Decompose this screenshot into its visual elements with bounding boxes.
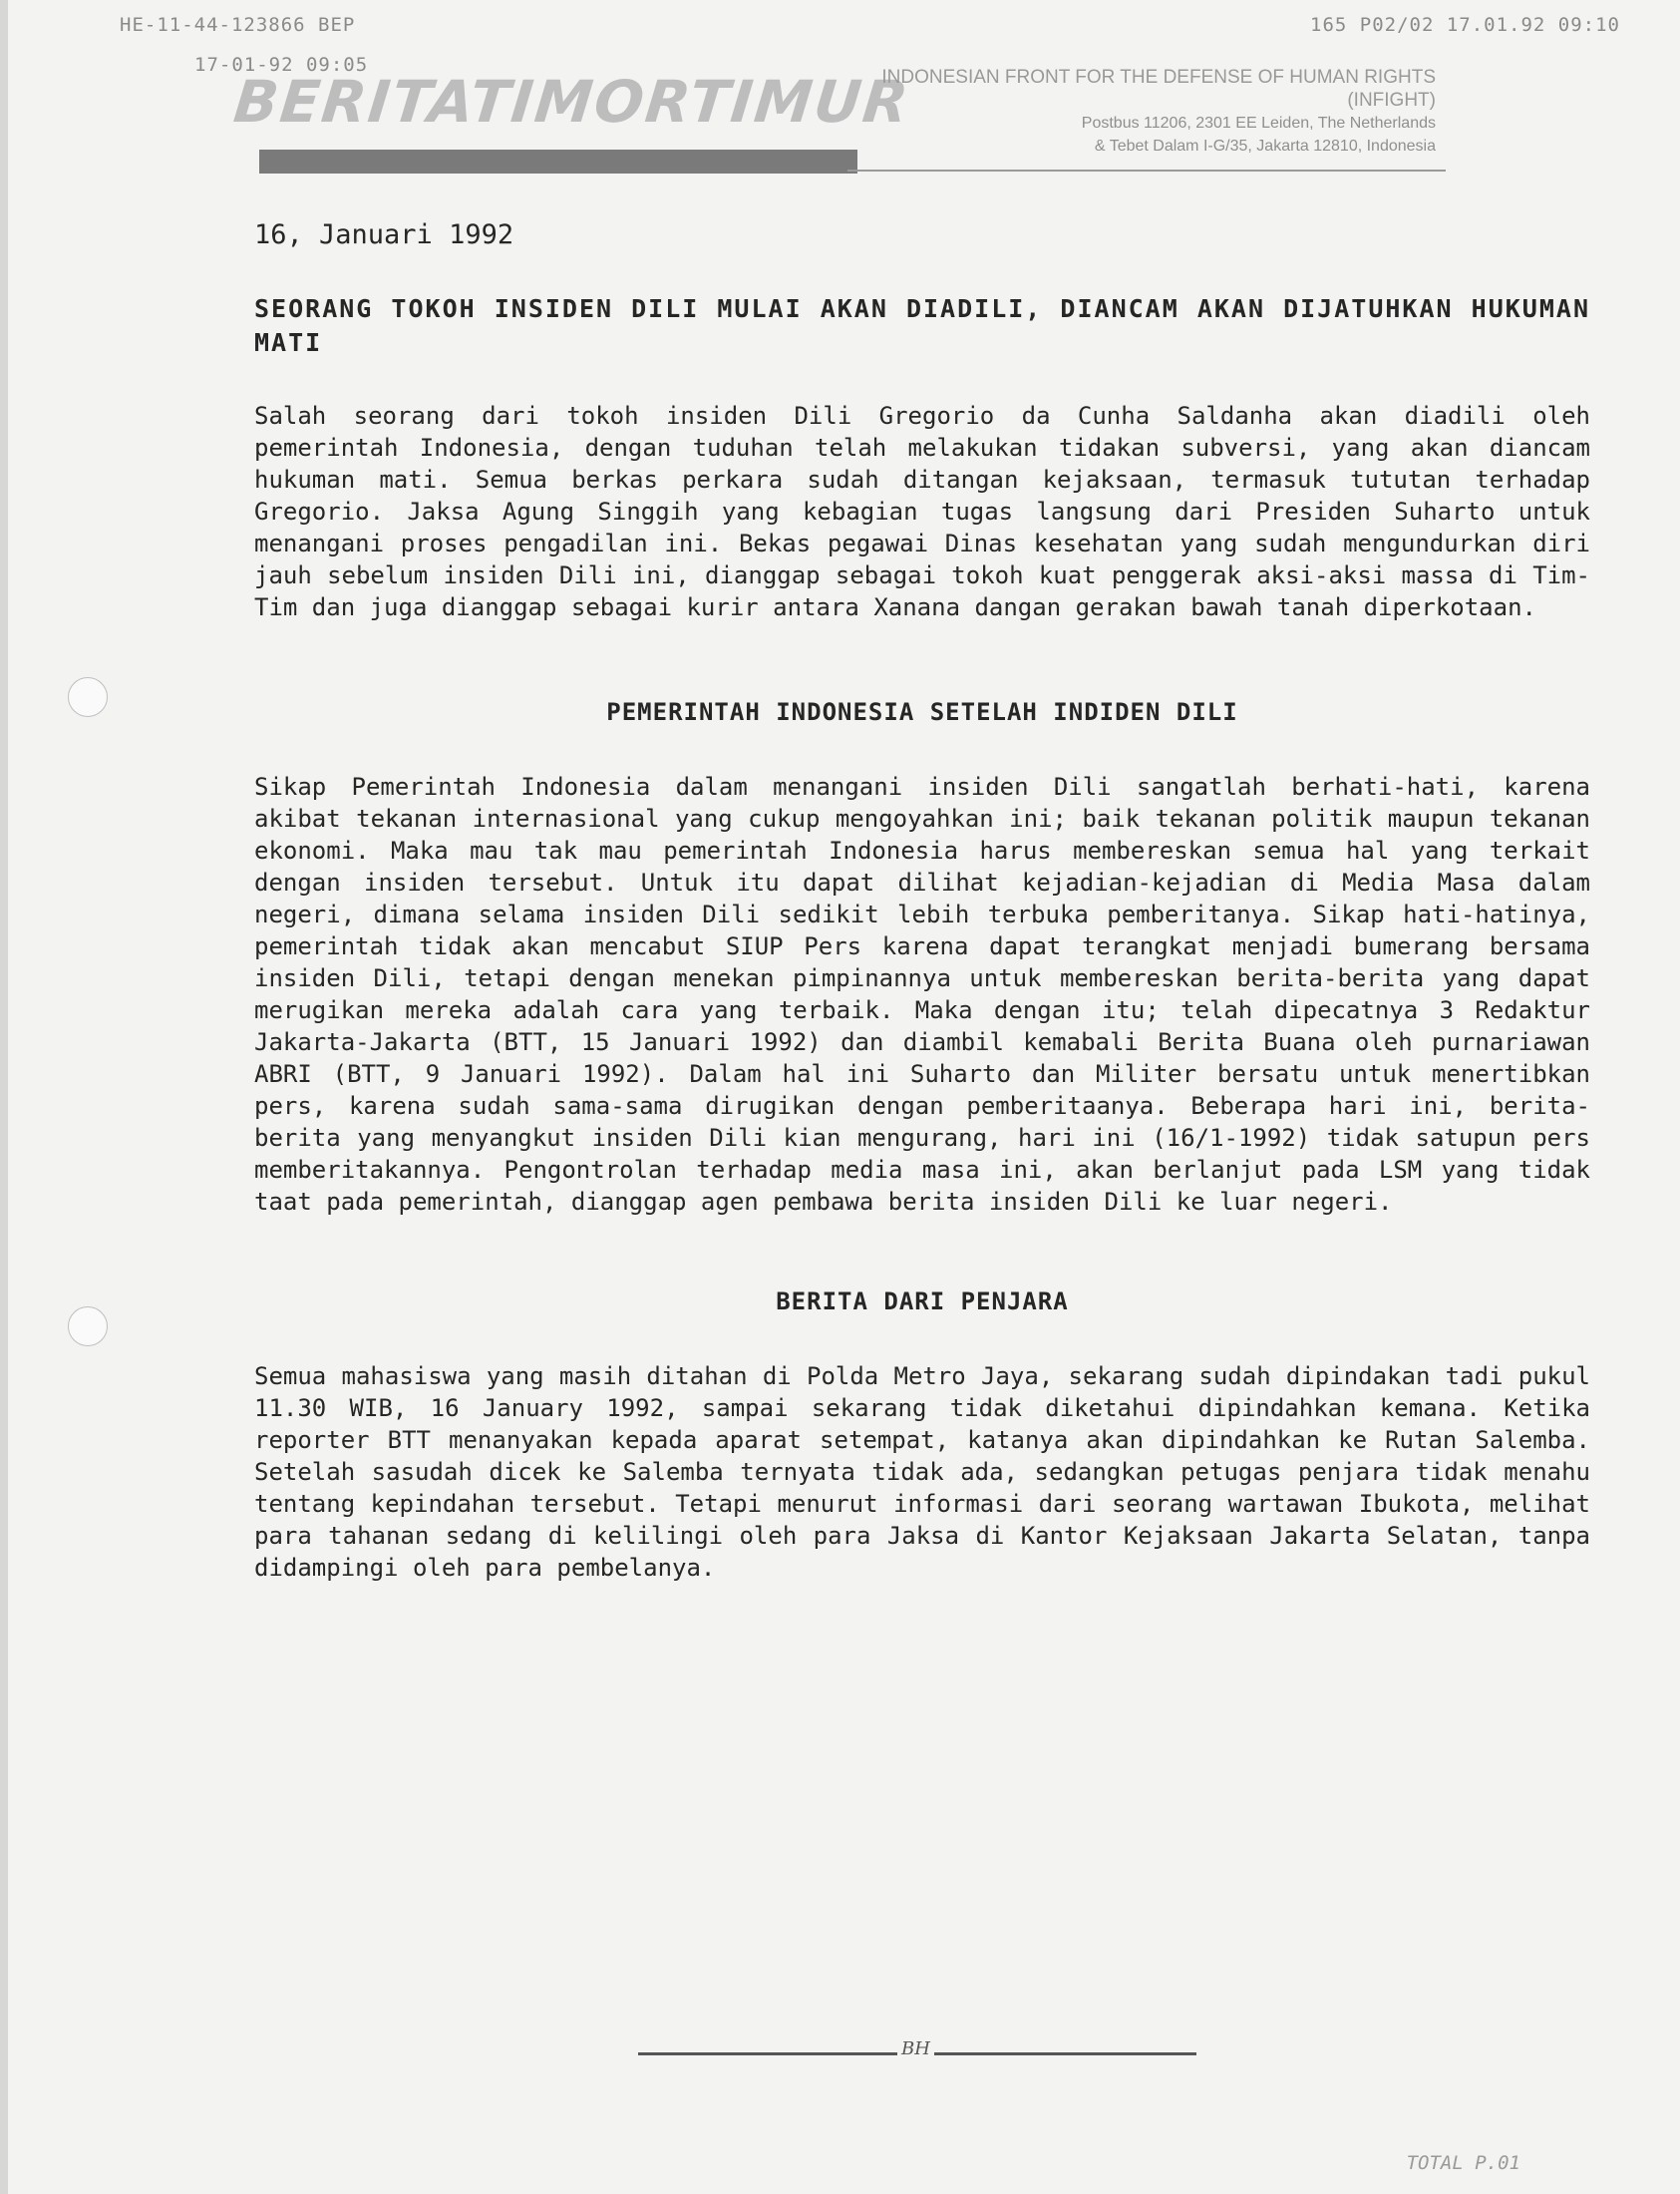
org-address-1: Postbus 11206, 2301 EE Leiden, The Netherlands	[1081, 115, 1436, 132]
masthead-logo: BERITATIMORTIMUR	[230, 68, 913, 136]
end-mark: BH	[897, 2038, 934, 2059]
paragraph-2: Sikap Pemerintah Indonesia dalam menangani insiden Dili sangatlah berhati-hati, karena akibat tekanan internasional yang cukup mengoyahkan ini; baik tekanan politik maupun tekanan ekonomi. Maka mau tak mau pemerintah Indonesia harus membereskan semua hal yang terkait dengan insiden tersebut. Untuk itu dapat dilihat kejadian-kejadian di Media Masa dalam negeri, dimana selama insiden Dili sedikit lebih terbuka pemberitanya. Sikap hati-hatinya, pemerintah tidak akan mencabut SIUP Pers karena dapat terangkat menjadi bumerang bersama insiden Dili, tetapi dengan menekan pimpinannya untuk membereskan berita-berita yang dapat merugikan mereka adalah cara yang terbaik. Maka dengan itu; telah dipecatnya 3 Redaktur Jakarta-Jakarta (BTT, 15 Januari 1992) dan diambil kemabali Berita Buana oleh purnariawan ABRI (BTT, 9 Januari 1992). Dalam hal ini Suharto dan Militer bersatu untuk menertibkan pers, karena sudah sama-sama dirugikan dengan pemberitaanya. Beberapa hari ini, berita-berita yang menyangkut insiden Dili kian mengurang, hari ini (16/1-1992) tidak satupun pers memberitakannya. Pengontrolan terhadap media masa ini, akan berlanjut pada LSM yang tidak taat pada pemerintah, dianggap agen pembawa berita insiden Dili ke luar negeri.	[254, 773, 1590, 1216]
subheading-1: PEMERINTAH INDONESIA SETELAH INDIDEN DILI	[606, 698, 1238, 726]
org-address-2: & Tebet Dalam I-G/35, Jakarta 12810, Indonesia	[1094, 138, 1436, 155]
masthead-rule	[847, 170, 1446, 172]
paper-edge	[0, 0, 8, 2194]
punch-hole	[68, 677, 108, 717]
article-headline: SEORANG TOKOH INSIDEN DILI MULAI AKAN DIADILI, DIANCAM AKAN DIJATUHKAN HUKUMAN MATI	[254, 294, 1590, 357]
org-name: INDONESIAN FRONT FOR THE DEFENSE OF HUMAN RIGHTS	[881, 67, 1436, 88]
fax-header-left: HE-11-44-123866 BEP	[120, 14, 356, 36]
masthead-bar	[259, 150, 857, 174]
fax-date-line: 17-01-92 09:05	[194, 54, 369, 76]
fax-header-right: 165 P02/02 17.01.92 09:10	[1310, 14, 1620, 36]
punch-hole	[68, 1306, 108, 1346]
org-block	[838, 66, 1436, 158]
fax-total-pages: TOTAL P.01	[1406, 2152, 1520, 2174]
paragraph-1: Salah seorang dari tokoh insiden Dili Gregorio da Cunha Saldanha akan diadili oleh pemerintah Indonesia, dengan tuduhan telah melakukan tidakan subversi, yang akan diancam hukuman mati. Semua berkas perkara sudah ditangan kejaksaan, termasuk tututan terhadap Gregorio. Jaksa Agung Singgih yang kebagian tugas langsung dari Presiden Suharto untuk menangani proses pengadilan ini. Bekas pegawai Dinas kesehatan yang sudah mengundurkan diri jauh sebelum insiden Dili ini, dianggap sebagai tokoh kuat penggerak aksi-aksi massa di Tim-Tim dan juga dianggap sebagai kurir antara Xanana dangan gerakan bawah tanah diperkotaan.	[254, 402, 1590, 621]
article	[254, 219, 1590, 1584]
subheading-2: BERITA DARI PENJARA	[776, 1287, 1069, 1315]
paragraph-3: Semua mahasiswa yang masih ditahan di Polda Metro Jaya, sekarang sudah dipindakan tadi pukul 11.30 WIB, 16 January 1992, sampai sekarang tidak diketahui dipindahkan kemana. Ketika reporter BTT menanyakan kepada aparat setempat, katanya akan dipindahkan ke Rutan Salemba. Setelah sasudah dicek ke Salemba ternyata tidak ada, sedangkan petugas penjara tidak menahu tentang kepindahan tersebut. Tetapi menurut informasi dari seorang wartawan Ibukota, melihat para tahanan sedang di kelilingi oleh para Jaksa di Kantor Kejaksaan Jakarta Selatan, tanpa didampingi oleh para pembelanya.	[254, 1362, 1590, 1582]
org-abbr: (INFIGHT)	[1347, 90, 1436, 111]
article-date: 16, Januari 1992	[254, 219, 514, 250]
